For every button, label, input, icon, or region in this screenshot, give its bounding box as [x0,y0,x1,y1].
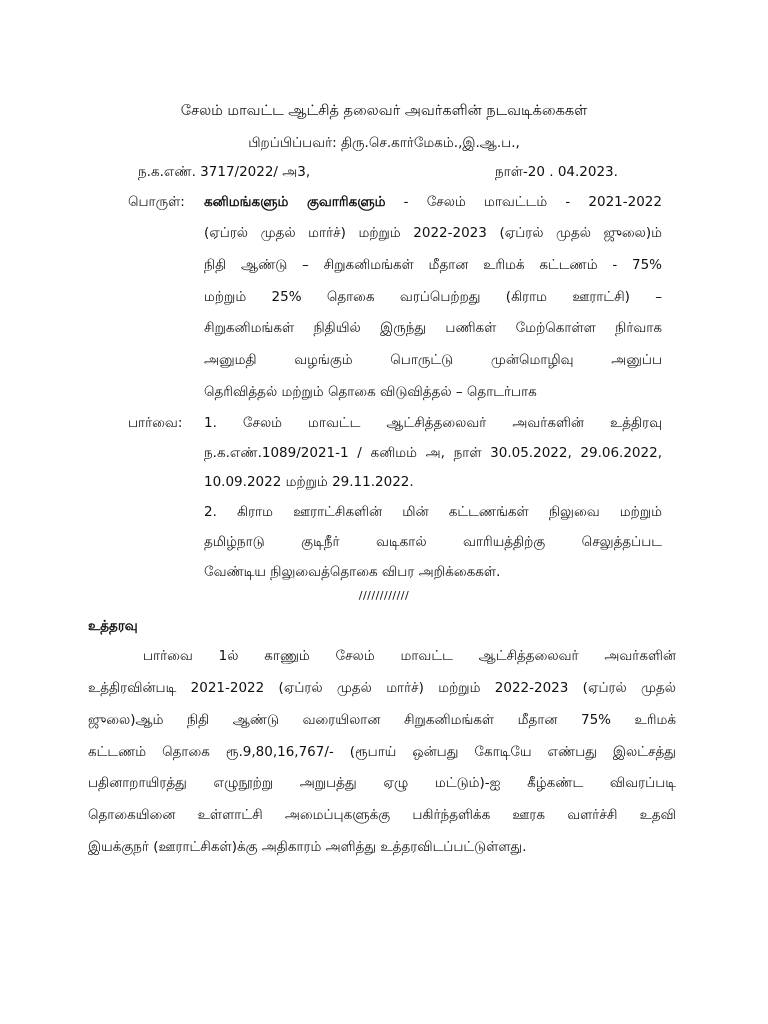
reference-line-5: தமிழ்நாடு குடிநீர் வடிகால் வாரியத்திற்கு செலுத்தப்பட [204,534,662,550]
reference-line-3: 10.09.2022 மற்றும் 29.11.2022. [204,474,414,490]
order-line-6: தொகையினை உள்ளாட்சி அமைப்புகளுக்கு பகிர்ந்தளிக்க ஊரக வளர்ச்சி உதவி [88,807,676,823]
subject-line-5: சிறுகனிமங்கள் நிதியில் இருந்து பணிகள் மேற்கொள்ள நிர்வாக [204,320,662,336]
issuer-line: பிறப்பிப்பவர்: திரு.செ.கார்மேகம்.,இ.ஆ.ப., [248,135,520,151]
reference-line-4: 2. கிராம ஊராட்சிகளின் மின் கட்டணங்கள் நிலுவை மற்றும் [204,504,662,520]
subject-line-3: நிதி ஆண்டு – சிறுகனிமங்கள் மீதான உரிமக் கட்டணம் - 75% [204,257,662,273]
subject-line-1-text: - சேலம் மாவட்டம் - 2021-2022 [385,194,662,210]
reference-label: பார்வை: [128,415,183,431]
reference-line-1: 1. சேலம் மாவட்ட ஆட்சித்தலைவர் அவர்களின் உத்திரவு [204,415,662,431]
subject-label: பொருள்: [128,194,185,210]
section-separator: //////////// [358,589,410,602]
reference-line-6: வேண்டிய நிலுவைத்தொகை விபர அறிக்கைகள். [204,564,501,580]
order-date: நாள்-20 . 04.2023. [495,164,618,180]
reference-number: ந.க.எண். 3717/2022/ அ3, [138,164,311,180]
reference-line-2: ந.க.எண்.1089/2021-1 / கனிமம் அ, நாள் 30.05.2022, 29.06.2022, [204,445,662,461]
subject-line-1 [204,192,662,212]
subject-topic: கனிமங்களும் குவாரிகளும் [204,194,386,210]
document-title: சேலம் மாவட்ட ஆட்சித் தலைவர் அவர்களின் நடவடிக்கைகள் [180,103,588,119]
order-line-5: பதினாறாயிரத்து எழுநூற்று அறுபத்து ஏழு மட்டும்)-ஐ கீழ்கண்ட விவரப்படி [88,775,676,791]
order-line-1: பார்வை 1ல் காணும் சேலம் மாவட்ட ஆட்சித்தலைவர் அவர்களின் [143,648,676,664]
order-line-2: உத்திரவின்படி 2021-2022 (ஏப்ரல் முதல் மார்ச்) மற்றும் 2022-2023 (ஏப்ரல் முதல் [88,680,676,696]
subject-line-6: அனுமதி வழங்கும் பொருட்டு முன்மொழிவு அனுப்ப [204,352,662,368]
order-heading: உத்தரவு [88,618,138,634]
subject-line-4: மற்றும் 25% தொகை வரப்பெற்றது (கிராம ஊராட்சி) – [204,289,662,305]
order-line-4: கட்டணம் தொகை ரூ.9,80,16,767/- (ரூபாய் ஒன்பது கோடியே எண்பது இலட்சத்து [88,744,676,760]
order-line-7: இயக்குநர் (ஊராட்சிகள்)க்கு அதிகாரம் அளித்து உத்தரவிடப்பட்டுள்ளது. [88,839,527,855]
order-line-3: ஜுலை)ஆம் நிதி ஆண்டு வரையிலான சிறுகனிமங்கள் மீதான 75% உரிமக் [88,712,676,728]
subject-line-7: தெரிவித்தல் மற்றும் தொகை விடுவித்தல் – தொடர்பாக [204,384,537,400]
subject-line-2: (ஏப்ரல் முதல் மார்ச்) மற்றும் 2022-2023 (ஏப்ரல் முதல் ஜுலை)ம் [204,225,662,241]
